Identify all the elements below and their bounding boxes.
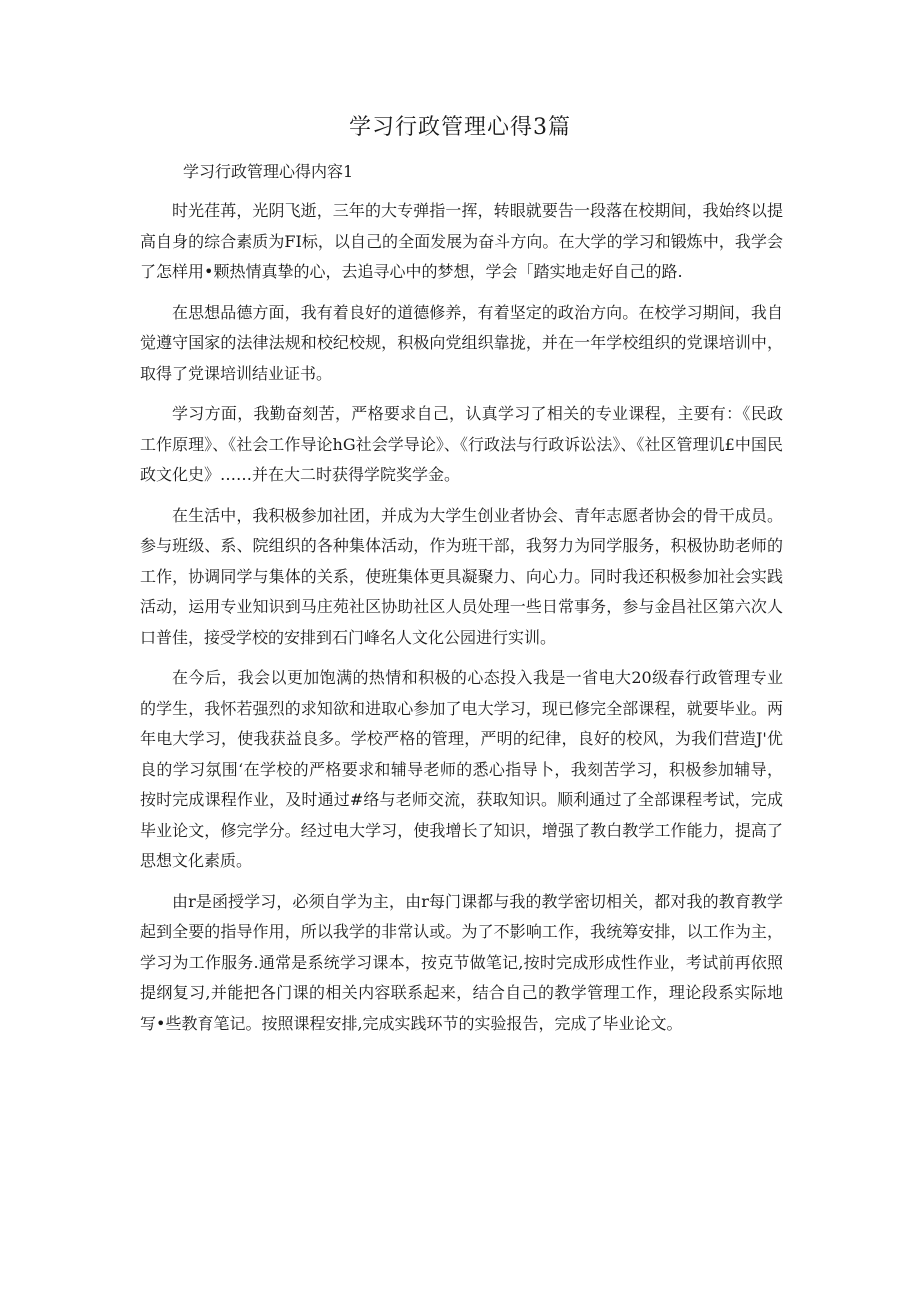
paragraph-6: 由r是函授学习，必须自学为主，由r每门课都与我的教学密切相关，都对我的教育教学起到全要的指导作用，所以我学的非常认或。为了不影响工作，我统筹安排，以工作为主，学习为工作服务.通常是系统学习课本，按克节做笔记,按时完成形成性作业，考试前再依照提纲复习,并能把各门课的相关内容联系起来，结合自己的教学管理工作，理论段系实际地写•些教育笔记。按照课程安排,完成实践环节的实验报告，完成了毕业论文。 (140, 891, 783, 1033)
paragraph-3: 学习方面，我勤奋刻苦，严格要求自己，认真学习了相关的专业课程，主要有：《民政工作原理》、《社会工作导论hG社会学导论》、《行政法与行政诉讼法》、《社区管理讥£中国民政文化史》……并在大二时获得学院奖学金。 (140, 404, 783, 484)
document-title: 学习行政管理心得3篇 (349, 115, 571, 140)
paragraph-2: 在思想品德方面，我有着良好的道德修养，有着坚定的政治方向。在校学习期间，我自觉遵守国家的法律法规和校纪校规，积极向党组织靠拢，并在一年学校组织的党课培训中，取得了党课培训结业证书。 (140, 302, 783, 383)
section-heading: 学习行政管理心得内容1 (183, 162, 354, 181)
paragraph-4: 在生活中，我积极参加社团，并成为大学生创业者协会、青年志愿者协会的骨干成员。参与班级、系、院组织的各种集体活动，作为班干部，我努力为同学服务，积极协助老师的工作，协调同学与集体的关系，使班集体更具凝聚力、向心力。同时我还积极参加社会实践活动，运用专业知识到马庄苑社区协助社区人员处理一些日常事务，参与金昌社区第六次人口普佳，接受学校的安排到石门峰名人文化公园进行实训。 (140, 505, 783, 647)
paragraph-1: 时光荏苒，光阴飞逝，三年的大专弹指一挥，转眼就要告一段落在校期间，我始终以提高自身的综合素质为FI标，以自己的全面发展为奋斗方向。在大学的学习和锻炼中，我学会了怎样用•颗热情真挚的心，去追寻心中的梦想，学会「踏实地走好自己的路. (140, 201, 783, 281)
paragraph-5: 在今后，我会以更加饱满的热情和积极的心态投入我是一省电大20级春行政管理专业的学生，我怀若强烈的求知欲和进取心参加了电大学习，现已修完全部课程，就要毕业。两年电大学习，使我获益良多。学校严格的管理，严明的纪律，良好的校风，为我们营造J'优良的学习氛围‘在学校的严格要求和辅导老师的悉心指导卜，我刻苦学习，积极参加辅导，按时完成课程作业，及时通过#络与老师交流，获取知识。顺利通过了全部课程考试，完成毕业论文，修完学分。经过电大学习，使我增长了知识，增强了教白教学工作能力，提高了思想文化素质。 (140, 668, 783, 870)
document-body (140, 196, 783, 1049)
